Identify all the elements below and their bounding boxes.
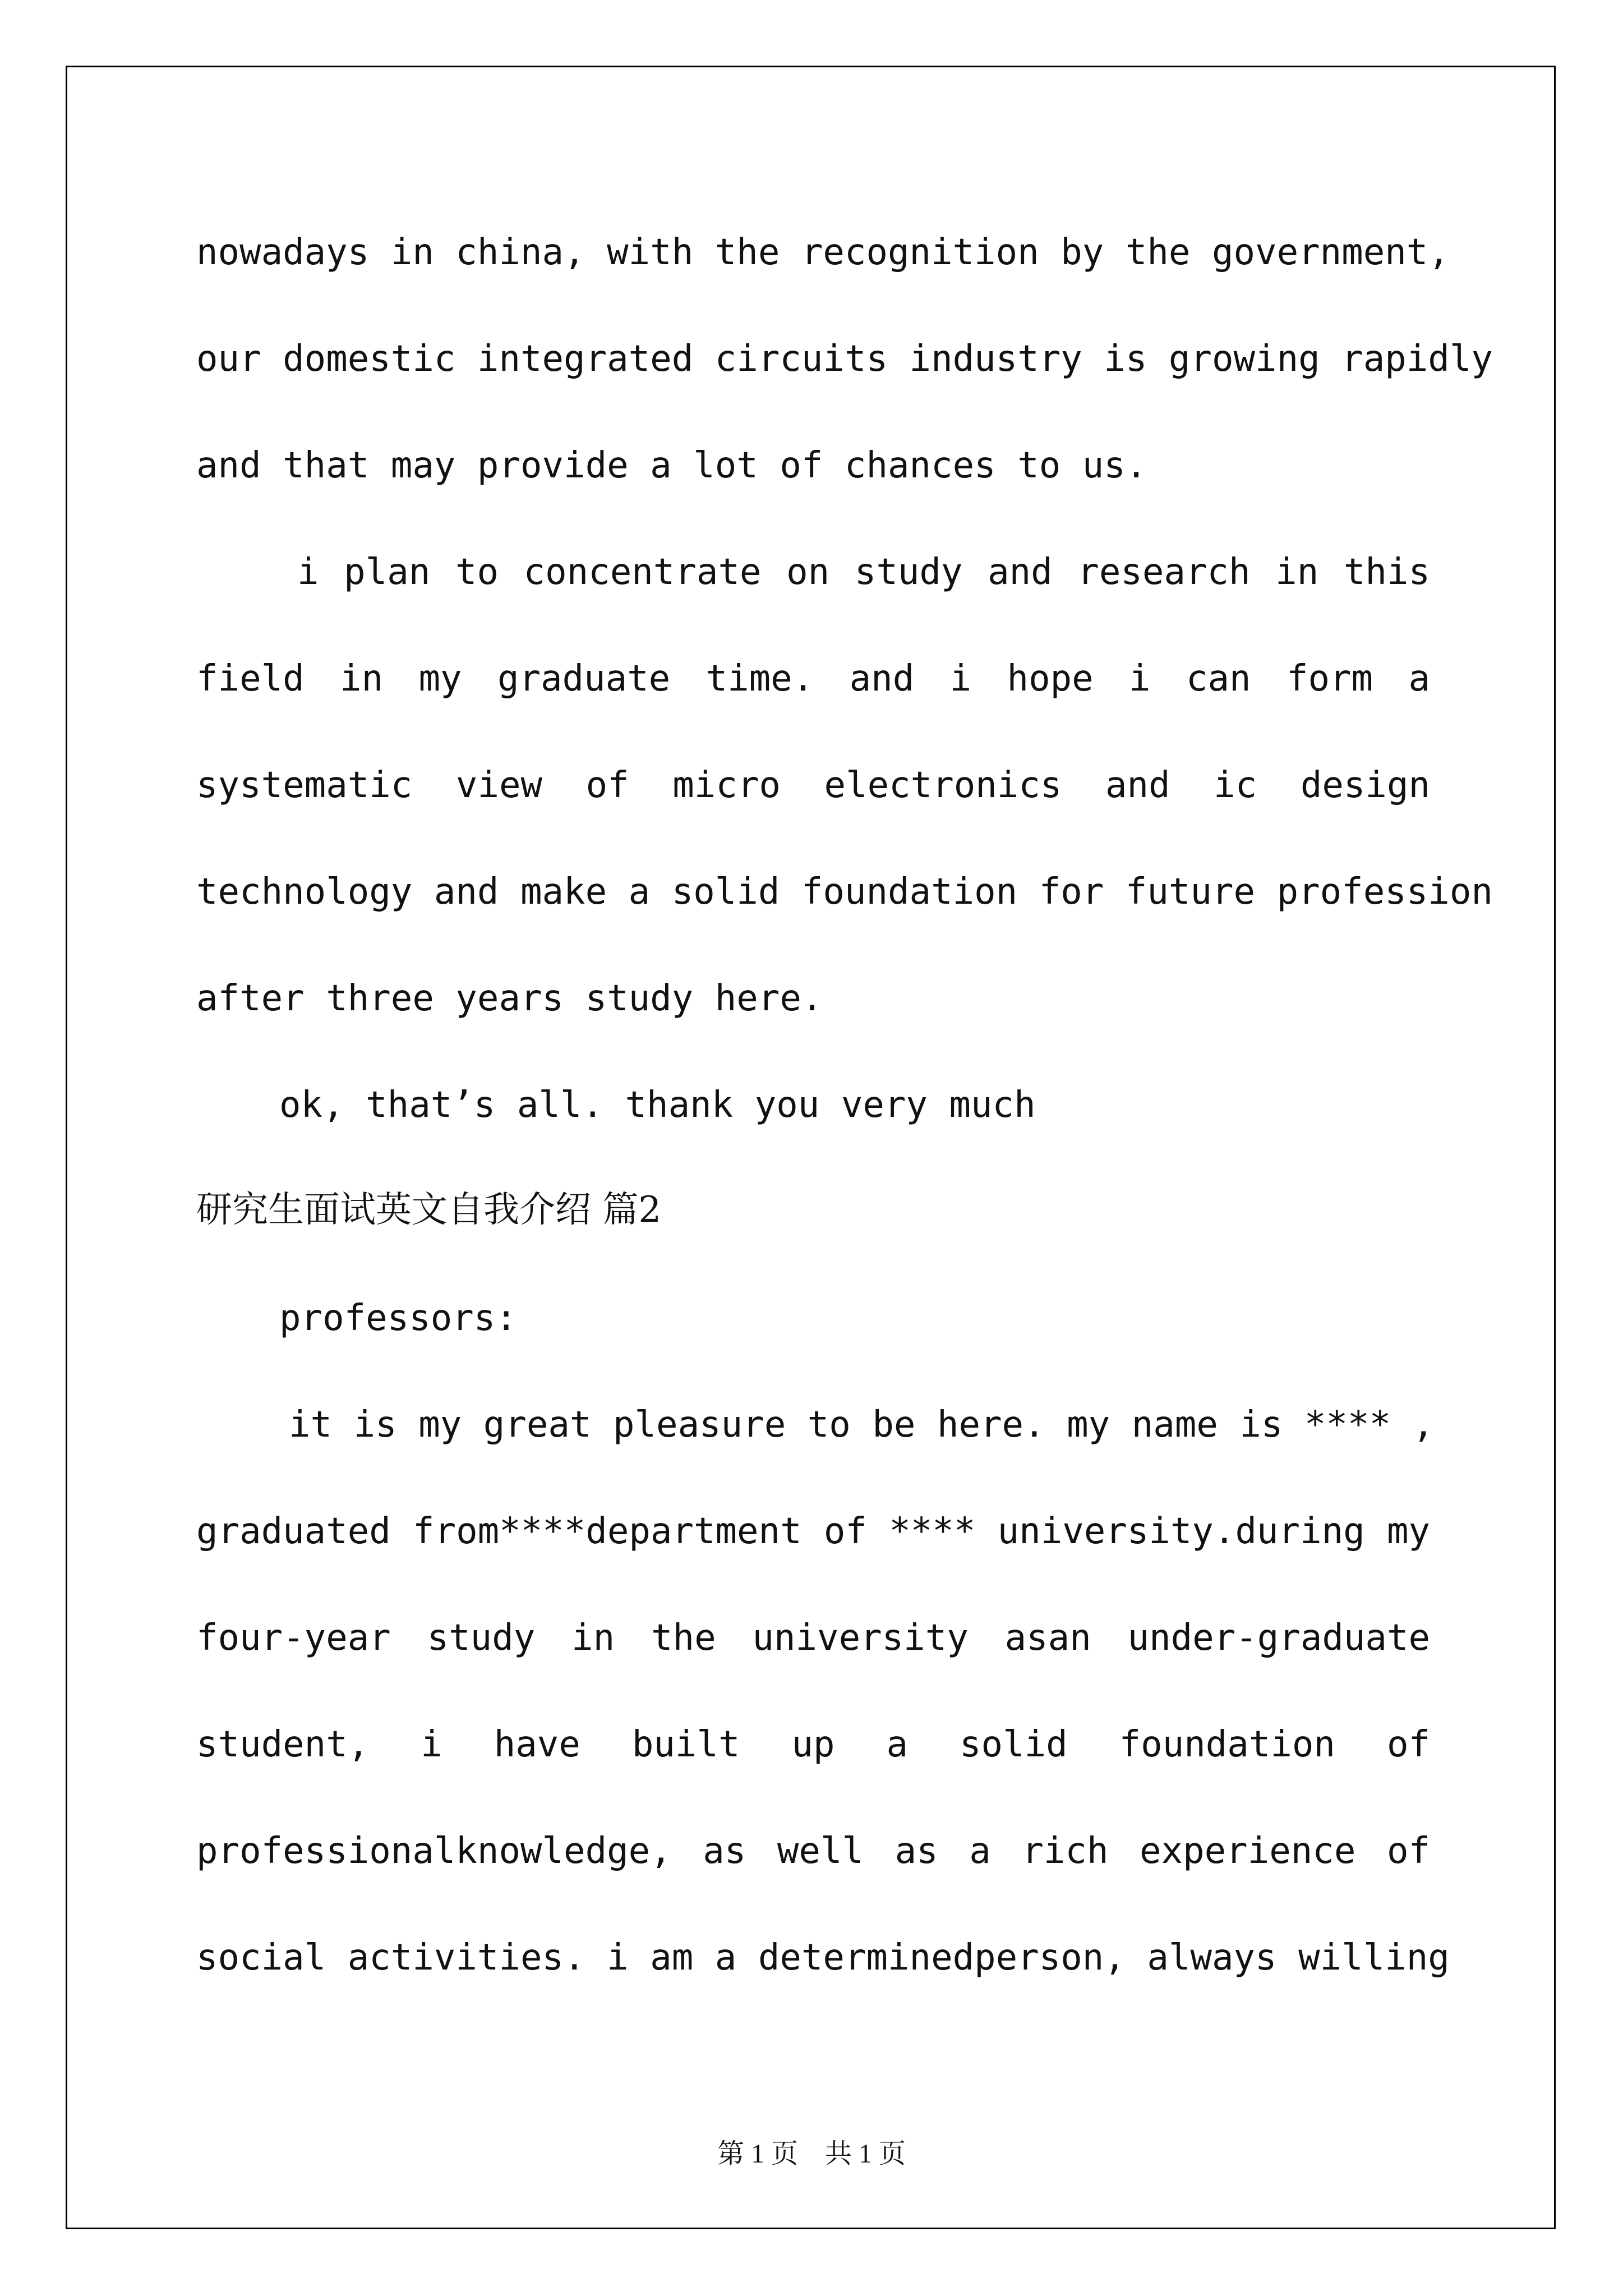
paragraph-line: our domestic integrated circuits industry is growing rapidly (196, 338, 1493, 380)
paragraph-line: student, i have built up a solid foundation of (196, 1724, 1430, 1765)
page-border (66, 66, 1556, 2229)
paragraph-line: graduated from****department of **** university.during my (196, 1511, 1430, 1552)
paragraph-line: technology and make a solid foundation for future profession (196, 871, 1493, 913)
paragraph-line: ok, that’s all. thank you very much (279, 1084, 1036, 1126)
paragraph-line: professionalknowledge, as well as a rich experience of (196, 1830, 1430, 1872)
paragraph-line: four-year study in the university asan under-graduate (196, 1617, 1430, 1659)
paragraph-line: systematic view of micro electronics and ic design (196, 765, 1430, 806)
paragraph-line: after three years study here. (196, 978, 823, 1019)
paragraph-line: field in my graduate time. and i hope i can form a (196, 658, 1430, 700)
paragraph-line: and that may provide a lot of chances to us. (196, 445, 1147, 486)
paragraph-line: social activities. i am a determinedperson, always willing (196, 1937, 1450, 1978)
section-heading: 研究生面试英文自我介绍 篇2 (196, 1189, 662, 1231)
paragraph-line: i plan to concentrate on study and research in this (297, 551, 1430, 593)
paragraph-line: nowadays in china, with the recognition by the government, (196, 232, 1450, 273)
page-number-footer: 第 1 页 共 1 页 (717, 2139, 906, 2169)
paragraph-line: it is my great pleasure to be here. my name is **** , (289, 1404, 1435, 1446)
salutation: professors: (279, 1297, 517, 1339)
